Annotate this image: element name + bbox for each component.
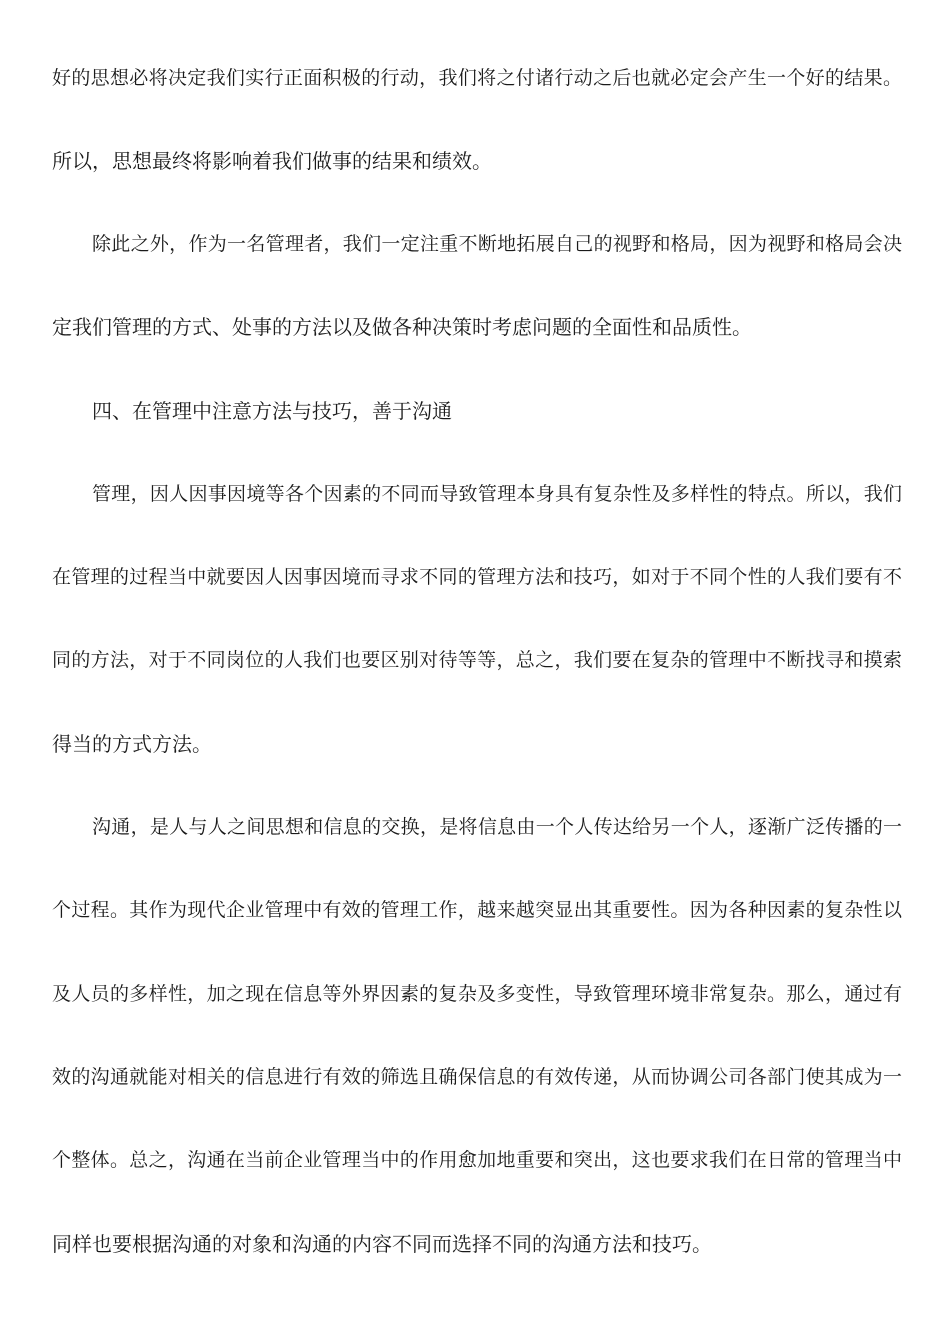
text-line: 在管理的过程当中就要因人因事因境而寻求不同的管理方法和技巧，如对于不同个性的人我们要有不 — [52, 566, 902, 588]
text-line: 个过程。其作为现代企业管理中有效的管理工作，越来越突显出其重要性。因为各种因素的复杂性以 — [52, 899, 902, 921]
text-line: 效的沟通就能对相关的信息进行有效的筛选且确保信息的有效传递，从而协调公司各部门使其成为一 — [52, 1066, 902, 1088]
paragraph-first-line: 管理，因人因事因境等各个因素的不同而导致管理本身具有复杂性及多样性的特点。所以，我们 — [92, 483, 902, 505]
paragraph-first-line: 沟通，是人与人之间思想和信息的交换，是将信息由一个人传达给另一个人，逐渐广泛传播的一 — [92, 816, 902, 838]
text-line: 个整体。总之，沟通在当前企业管理当中的作用愈加地重要和突出，这也要求我们在日常的管理当中 — [52, 1149, 902, 1171]
text-line: 好的思想必将决定我们实行正面积极的行动，我们将之付诸行动之后也就必定会产生一个好的结果。 — [52, 67, 902, 89]
text-line: 定我们管理的方式、处事的方法以及做各种决策时考虑问题的全面性和品质性。 — [52, 315, 752, 339]
text-line: 同样也要根据沟通的对象和沟通的内容不同而选择不同的沟通方法和技巧。 — [52, 1232, 712, 1256]
paragraph-first-line: 除此之外，作为一名管理者，我们一定注重不断地拓展自己的视野和格局，因为视野和格局会决 — [92, 233, 902, 255]
text-line: 同的方法，对于不同岗位的人我们也要区别对待等等，总之，我们要在复杂的管理中不断找寻和摸索 — [52, 649, 902, 671]
section-heading: 四、在管理中注意方法与技巧，善于沟通 — [92, 399, 452, 423]
text-line: 所以，思想最终将影响着我们做事的结果和绩效。 — [52, 149, 492, 173]
text-line: 及人员的多样性，加之现在信息等外界因素的复杂及多变性，导致管理环境非常复杂。那么，通过有 — [52, 983, 902, 1005]
text-line: 得当的方式方法。 — [52, 732, 212, 756]
